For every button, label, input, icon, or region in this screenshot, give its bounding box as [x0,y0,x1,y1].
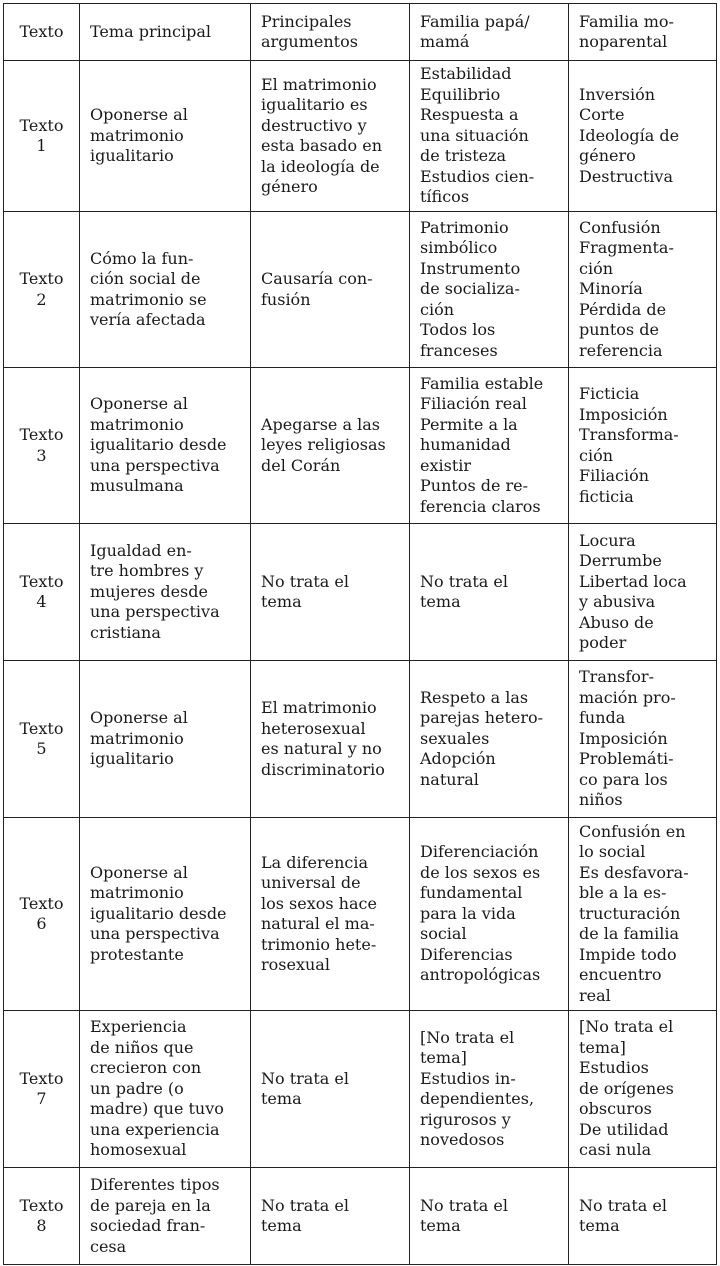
cell-familia-papa-mama [410,818,569,1011]
cell-line: Texto [19,1195,64,1215]
header-familia-monoparental [569,4,717,61]
cell-familia-monoparental [569,1168,717,1265]
cell-line: novedosos [420,1130,505,1149]
cell-familia-papa-mama [410,1168,569,1265]
cell-texto [4,524,80,661]
cell-line: Causaría con- [261,269,373,288]
cell-line: mujeres desde [90,581,208,601]
cell-principales-argumentos [251,1168,410,1265]
cell-line: antropológicas [420,965,541,985]
cell-line: de socializa- [420,279,520,299]
cell-line: Fragmenta- [579,238,674,258]
cell-line: ble a la es- [579,883,667,903]
cell-line: sociedad fran- [90,1216,206,1235]
cell-texto [4,1168,80,1265]
cell-line: del Corán [261,455,341,475]
cell-line: Equilibrio [420,84,501,104]
cell-line: Texto [19,893,64,913]
cell-line: ción [579,258,614,278]
cell-line: matrimonio [90,883,184,903]
cell-line: Texto [19,718,64,738]
cell-line: lo social [579,842,646,862]
cell-line: matrimonio [90,125,184,145]
cell-line: poder [579,633,627,652]
cell-familia-monoparental [569,524,717,661]
cell-line: dependientes, [420,1089,535,1108]
cell-line: musulmana [90,476,184,496]
cell-line: universal de [261,873,361,892]
cell-line: Inversión [579,84,656,104]
cell-line: funda [579,708,626,728]
cell-line: tíficos [420,187,470,207]
cell-line: ción [420,299,455,319]
cell-tema-principal [80,1011,251,1168]
cell-line: [No trata el [420,1027,515,1047]
cell-line: real [579,985,611,1005]
header-tema-principal [80,4,251,61]
table-row [4,61,717,212]
cell-line: los sexos hace [261,893,377,913]
table-row [4,212,717,368]
cell-line: Filiación [579,466,650,485]
cell-line: una perspectiva [90,924,220,944]
cell-line: de los sexos es [420,862,541,882]
cell-line: Problemáti- [579,749,674,769]
cell-familia-papa-mama [410,212,569,368]
cell-line: Oponerse al [90,862,188,882]
cell-line: tema [420,592,461,611]
cell-line: igualitario [90,749,174,769]
cell-line: Familia papá/ [420,11,530,31]
cell-line: rosexual [261,955,330,974]
cell-line: ficticia [579,486,634,506]
cell-line: mamá [420,32,470,51]
cell-line: Es desfavora- [579,862,689,882]
cell-line: 7 [36,1089,47,1108]
cell-line: tema] [579,1037,626,1057]
cell-line: Familia mo- [579,11,674,31]
cell-line: una experiencia [90,1119,220,1139]
cell-line: igualitario desde [90,435,227,455]
cell-tema-principal [80,818,251,1011]
cell-line: No trata el [420,1195,508,1215]
cell-line: sexuales [420,728,490,748]
table-row [4,1168,717,1265]
cell-tema-principal [80,1168,251,1265]
cell-line: tema [420,1216,461,1235]
cell-line: humanidad [420,435,511,455]
cell-line: obscuros [579,1099,652,1119]
cell-principales-argumentos [251,212,410,368]
cell-line: 8 [36,1216,47,1235]
cell-line: Texto [19,269,64,288]
cell-texto [4,818,80,1011]
cell-line: Ideología de [579,125,680,145]
cell-line: 1 [36,136,47,155]
cell-familia-monoparental [569,661,717,818]
cell-familia-papa-mama [410,524,569,661]
cell-line: Confusión [579,217,661,237]
cell-line: crecieron con [90,1058,202,1078]
cell-line: Patrimonio [420,217,509,237]
cell-line: tema [579,1216,620,1235]
cell-line: tema [261,592,302,611]
cell-line: una situación [420,125,529,145]
cell-line: encuentro [579,965,662,985]
cell-familia-papa-mama [410,61,569,212]
cell-line: Texto [19,1068,64,1088]
cell-line: matrimonio [90,728,184,748]
cell-line: Permite a la [420,414,518,434]
cell-texto [4,61,80,212]
cell-line: La diferencia [261,852,369,872]
comparison-table [3,3,717,1265]
cell-line: Apegarse a las [261,414,380,434]
cell-line: Destructiva [579,166,673,186]
cell-line: tema] [420,1048,467,1067]
cell-line: Diferentes tipos [90,1175,220,1194]
cell-line: Texto [19,571,64,591]
table-row [4,661,717,818]
cell-line: de tristeza [420,146,507,166]
cell-line: una perspectiva [90,455,220,475]
cell-line: tre hombres y [90,561,204,581]
table-row [4,818,717,1011]
cell-line: Texto [19,425,64,444]
cell-line: El matrimonio [261,74,377,94]
cell-line: homosexual [90,1140,187,1160]
cell-line: 2 [36,289,47,309]
cell-line: Instrumento [420,258,521,278]
cell-line: [No trata el [579,1017,674,1037]
cell-tema-principal [80,61,251,212]
cell-line: tema [261,1089,302,1108]
cell-line: co para los [579,769,668,789]
cell-texto [4,661,80,818]
cell-line: Libertad loca [579,571,687,591]
cell-line: de orígenes [579,1078,674,1098]
cell-line: Confusión en [579,821,686,841]
cell-line: De utilidad [579,1119,669,1139]
cell-line: casi nula [579,1140,652,1160]
cell-line: de la familia [579,924,680,944]
cell-principales-argumentos [251,61,410,212]
cell-line: leyes religiosas [261,435,386,455]
cell-line: Derrumbe [579,551,662,570]
cell-line: Transforma- [579,425,679,444]
header-familia-papa-mama [410,4,569,61]
cell-line: destructivo y [261,115,367,135]
cell-familia-monoparental [569,368,717,524]
cell-line: No trata el [420,571,508,591]
cell-line: vería afectada [90,310,206,329]
cell-familia-monoparental [569,212,717,368]
cell-line: para la vida [420,903,516,923]
cell-familia-papa-mama [410,1011,569,1168]
header-row [4,4,717,61]
cell-line: igualitario es [261,95,368,114]
cell-tema-principal [80,661,251,818]
cell-line: Estudios in- [420,1068,516,1088]
cell-line: Estabilidad [420,64,512,84]
cell-line: de niños que [90,1037,194,1057]
cell-line: No trata el [261,571,349,591]
cell-tema-principal [80,524,251,661]
cell-line: Diferencias [420,944,513,964]
cell-line: natural [420,769,479,789]
cell-line: mación pro- [579,687,676,707]
cell-line: igualitario [90,146,174,166]
cell-line: 6 [36,914,47,933]
cell-line: cesa [90,1236,127,1256]
cell-line: género [579,146,636,166]
cell-line: Cómo la fun- [90,248,194,268]
cell-principales-argumentos [251,368,410,524]
cell-line: No trata el [261,1068,349,1088]
cell-line: puntos de [579,320,659,340]
cell-line: Transfor- [579,667,654,687]
cell-line: discriminatorio [261,759,385,779]
cell-line: Respuesta a [420,105,519,125]
cell-line: tructuración [579,903,681,923]
cell-tema-principal [80,212,251,368]
cell-line: Experiencia [90,1017,187,1037]
cell-line: 4 [36,592,47,611]
cell-line: ción social de [90,269,201,288]
cell-line: Filiación real [420,394,527,414]
header-principales-argumentos [251,4,410,61]
cell-texto [4,212,80,368]
cell-line: Puntos de re- [420,476,529,496]
cell-line: ferencia claros [420,496,541,516]
cell-line: Imposición [579,728,668,748]
cell-line: trimonio hete- [261,934,377,954]
cell-line: Impide todo [579,944,677,964]
cell-line: No trata el [261,1195,349,1215]
cell-line: Oponerse al [90,708,188,728]
header-texto [4,4,80,61]
cell-line: No trata el [579,1195,667,1215]
table-row [4,524,717,661]
cell-line: El matrimonio [261,698,377,717]
cell-line: y abusiva [579,592,656,611]
cell-line: de pareja en la [90,1195,211,1215]
cell-line: matrimonio se [90,289,207,309]
cell-line: argumentos [261,32,358,51]
cell-line: protestante [90,944,184,964]
cell-line: Principales [261,11,352,31]
cell-line: Estudios [579,1058,649,1078]
cell-line: Diferenciación [420,842,539,862]
cell-line: Corte [579,105,625,125]
cell-line: franceses [420,340,498,360]
cell-line: parejas hetero- [420,708,544,728]
table-row [4,1011,717,1168]
cell-line: igualitario desde [90,903,227,923]
cell-line: niños [579,790,623,810]
cell-line: Locura [579,530,636,550]
cell-line: Ficticia [579,384,640,403]
cell-familia-papa-mama [410,368,569,524]
cell-line: simbólico [420,238,498,258]
cell-line: Texto [19,21,64,41]
cell-line: Abuso de [579,612,654,632]
cell-line: Oponerse al [90,394,188,414]
cell-line: una perspectiva [90,602,220,622]
cell-line: social [420,924,467,944]
cell-line: es natural y no [261,739,382,758]
cell-line: 3 [36,445,47,465]
cell-principales-argumentos [251,661,410,818]
cell-principales-argumentos [251,524,410,661]
cell-line: la ideología de [261,156,380,176]
cell-line: natural el ma- [261,914,375,933]
cell-familia-monoparental [569,1011,717,1168]
cell-line: cristiana [90,622,161,642]
cell-principales-argumentos [251,818,410,1011]
cell-line: ción [579,445,614,465]
cell-texto [4,1011,80,1168]
cell-line: esta basado en [261,136,382,155]
cell-line: Minoría [579,279,643,299]
cell-line: rigurosos y [420,1109,511,1129]
cell-line: heterosexual [261,718,366,738]
table-row [4,368,717,524]
cell-line: Oponerse al [90,105,188,125]
cell-line: género [261,177,318,196]
cell-line: Igualdad en- [90,540,192,560]
cell-tema-principal [80,368,251,524]
cell-line: Pérdida de [579,299,667,319]
cell-line: existir [420,455,472,475]
cell-line: fusión [261,289,311,309]
cell-familia-monoparental [569,818,717,1011]
cell-line: Tema principal [90,21,211,41]
cell-line: matrimonio [90,414,184,434]
cell-line: Estudios cien- [420,166,535,186]
cell-line: 5 [36,739,47,758]
cell-line: fundamental [420,883,523,903]
cell-line: noparental [579,32,668,51]
cell-familia-papa-mama [410,661,569,818]
cell-line: referencia [579,340,663,360]
cell-line: Todos los [420,320,496,340]
cell-line: Texto [19,115,64,135]
cell-line: Adopción [420,749,496,769]
cell-principales-argumentos [251,1011,410,1168]
cell-line: Respeto a las [420,687,529,707]
cell-line: Familia estable [420,373,544,393]
cell-line: un padre (o [90,1078,184,1098]
cell-line: madre) que tuvo [90,1099,224,1119]
cell-familia-monoparental [569,61,717,212]
cell-texto [4,368,80,524]
cell-line: tema [261,1216,302,1235]
cell-line: Imposición [579,404,668,424]
